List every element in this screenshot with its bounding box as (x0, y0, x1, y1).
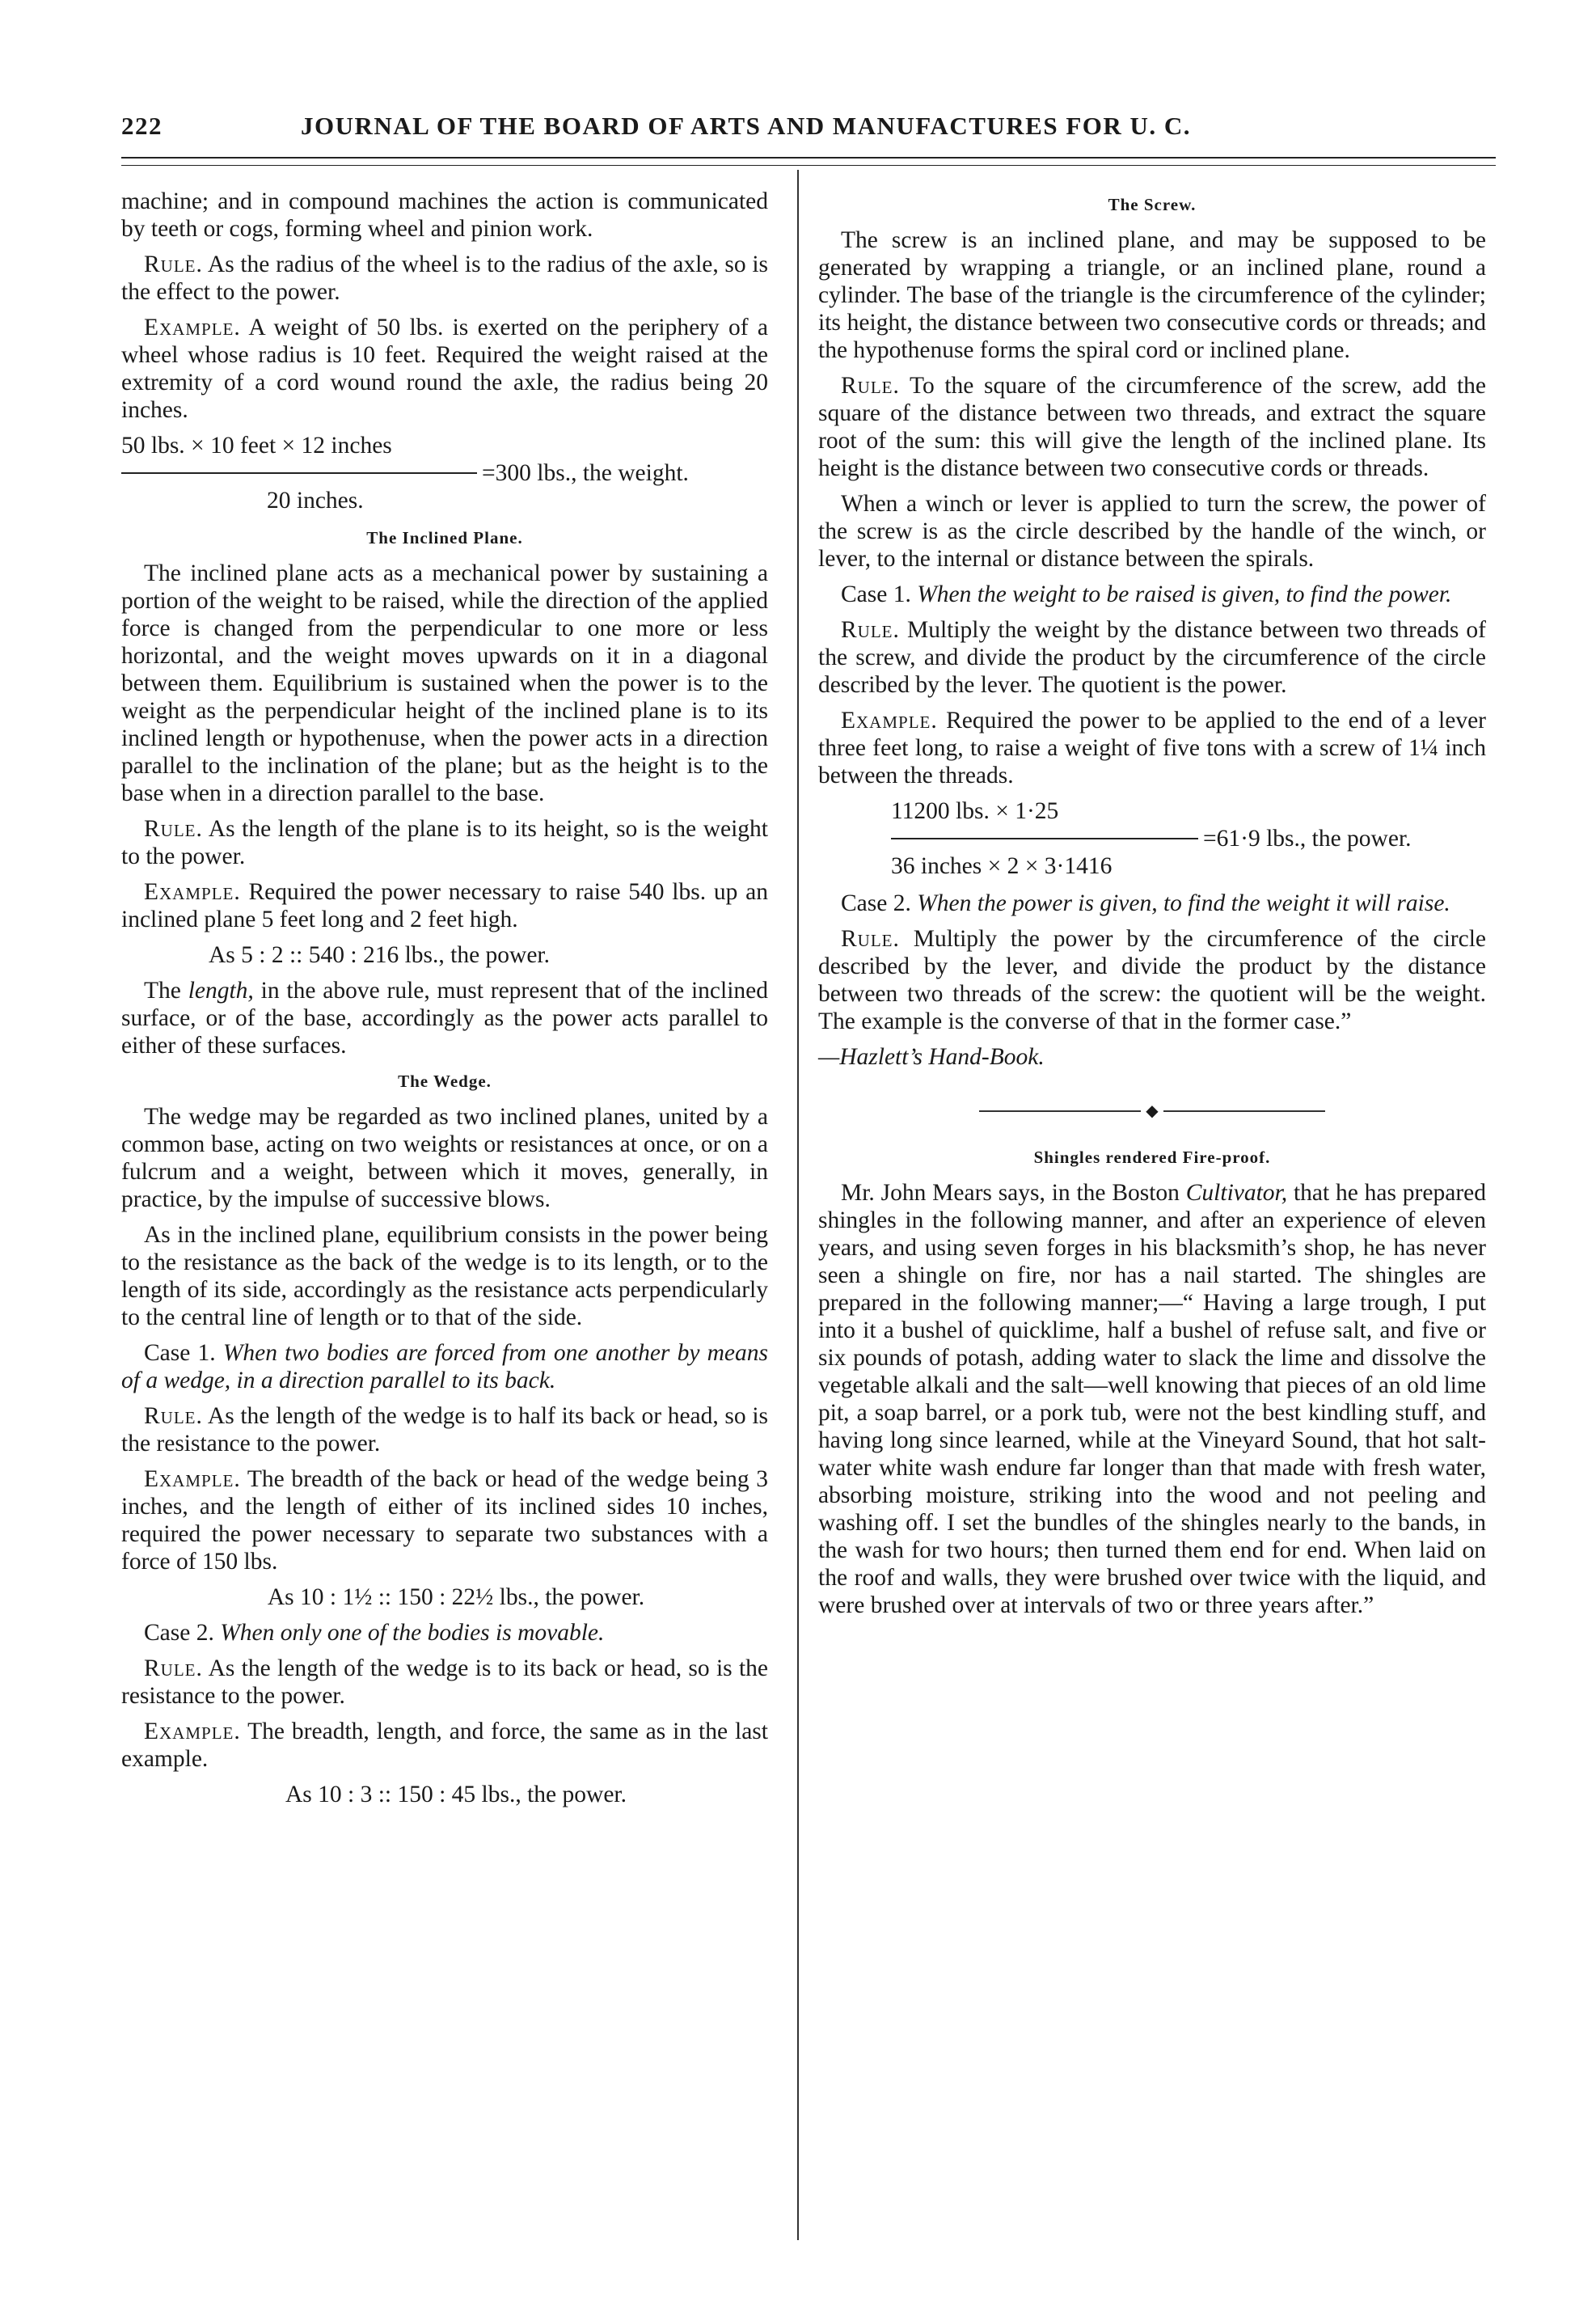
calc-result: =61·9 lbs., the power. (1203, 826, 1412, 852)
calculation-inclined-plane: As 5 : 2 :: 540 : 216 lbs., the power. (209, 942, 551, 968)
example-text: The breadth of the back or head of the wedge being 3 inches, and the length of either of its inclined sides 10 inches, required the power necessary to separate two substances with a force of 150 lbs. (121, 1466, 768, 1575)
calculation-wedge-1: As 10 : 1½ :: 150 : 22½ lbs., the power. (267, 1584, 645, 1610)
rule-text: To the square of the circumference of the screw, add the square of the distance between two threads, and extract the square root of the sum: this will give the length of the inclined plane. Its height is the distance between two consecutive cords or threads. (818, 373, 1486, 481)
section-title-wedge: The Wedge. (398, 1072, 492, 1091)
example-label: Example. (841, 708, 938, 734)
divider-line-right (1163, 1110, 1325, 1112)
rule-text: Multiply the weight by the distance between two threads of the screw, and divide the product by the circumference of the circle described by the lever. The quotient is the power. (818, 617, 1486, 698)
case-text: When the power is given, to find the weight it will raise. (910, 890, 1450, 916)
fraction-bar (891, 838, 1198, 839)
calc-bar-row (121, 459, 768, 487)
header-rule (121, 157, 1496, 159)
example-label: Example. (144, 1719, 241, 1744)
example-text: Required the power to be applied to the end of a lever three feet long, to raise a weight of five tons with a screw of 1¼ inch between the threads. (818, 708, 1486, 788)
rule-wedge-2 (121, 1655, 768, 1710)
case-wedge-2 (121, 1619, 768, 1647)
example-wheel-axle (121, 314, 768, 424)
header-rule-thin (121, 165, 1496, 166)
calc-denominator: 36 inches × 2 × 3·1416 (891, 853, 1113, 879)
rule-text: As the length of the wedge is to its back or head, so is the resistance to the power. (121, 1655, 768, 1709)
paragraph-shingles (818, 1179, 1486, 1619)
divider-diamond-icon: ◆ (1146, 1102, 1159, 1120)
rule-text: As the length of the wedge is to half its back or head, so is the resistance to the power. (121, 1403, 768, 1456)
journal-title: JOURNAL OF THE BOARD OF ARTS AND MANUFACTURES FOR U. C. (301, 112, 1192, 140)
calc-result: =300 lbs., the weight. (482, 460, 689, 486)
page-number: 222 (121, 112, 163, 140)
rule-label: Rule. (144, 1403, 203, 1429)
shingles-text-post: that he has prepared shingles in the following manner, and after an experience of eleven years, and using seven forges in his blacksmith’s shop, he has never seen a shingle on fire, nor has a nail started. The shingles are prepared in the following manner;—“ Having a large trough, I put into it a bushel of quicklime, half a bushel of refuse salt, and five or six pounds of potash, adding water to slack the lime and dissolve the vegetable alkali and the salt—well knowing that pieces of an old lime pit, a soap barrel, or a pork tub, were not the best kindling stuff, and having long since learned, while at the Vineyard Sound, that hot salt-water white wash endure far longer than that made with fresh water, absorbing moisture, striking into the wood and not peeling and washing off. I set the bundles of the shingles nearly to the bands, in the wash for two hours; then turned them end for end. When laid on the roof and walls, they were brushed over twice with the liquid, and were brushed over at intervals of two or three years after.” (818, 1180, 1486, 1618)
case-label: Case 2. (144, 1620, 214, 1646)
calc-bar-row (891, 825, 1486, 852)
example-inclined-plane (121, 878, 768, 933)
paragraph-inclined-plane: The inclined plane acts as a mechanical power by sustaining a portion of the weight to be raised, while the direction of the applied force is changed from the perpendicular to one more or less horizontal, and the weight moves upwards on it in a diagonal between them. Equilibrium is sustained when the power is to the weight as the perpendicular height of the inclined plane is to its inclined length or hypothenuse, when the power acts in a direction parallel to the inclination of the plane; but as the height is to the base when in a direction parallel to the base. (121, 560, 768, 806)
rule-wheel-axle (121, 251, 768, 306)
rule-label: Rule. (841, 373, 900, 399)
rule-wedge-1 (121, 1402, 768, 1457)
rule-label: Rule. (144, 816, 203, 842)
rule-label: Rule. (841, 617, 900, 643)
calculation-wheel-axle (121, 432, 768, 514)
paragraph-screw-2: When a winch or lever is applied to turn the screw, the power of the screw is as the circle described by the handle of the winch, or lever, to the internal or distance between the spirals. (818, 491, 1486, 572)
section-title-screw: The Screw. (1108, 195, 1197, 214)
paragraph-wedge-1: The wedge may be regarded as two inclined planes, united by a common base, acting on two weights or resistances at once, or on a fulcrum and a weight, between which it moves, generally, in practice, by the impulse of successive blows. (121, 1104, 768, 1212)
right-column (818, 188, 1486, 1627)
paragraph-screw-1: The screw is an inclined plane, and may be supposed to be generated by wrapping a triangle, or an inclined plane, round a cylinder. The base of the triangle is the circumference of the cylinder; its height, the distance between two consecutive cords or threads; and the hypothenuse forms the spiral cord or inclined plane. (818, 227, 1486, 363)
note-italic: length, (188, 978, 254, 1004)
example-screw (818, 707, 1486, 789)
page-header (121, 104, 1496, 144)
rule-screw-1 (818, 372, 1486, 482)
example-wedge-2 (121, 1718, 768, 1773)
note-text-post: in the above rule, must represent that of the inclined surface, or of the base, accordingly as the power acts parallel to either of these surfaces. (121, 978, 768, 1059)
divider-line-left (979, 1110, 1141, 1112)
shingles-publication: Cultivator, (1185, 1180, 1288, 1206)
case-screw-1 (818, 581, 1486, 608)
fraction-bar (121, 472, 477, 474)
rule-text: As the length of the plane is to its height, so is the weight to the power. (121, 816, 768, 869)
case-text: When the weight to be raised is given, to find the power. (910, 581, 1452, 607)
case-wedge-1 (121, 1339, 768, 1394)
case-text: When two bodies are forced from one another by means of a wedge, in a direction parallel to its back. (121, 1340, 769, 1393)
rule-inclined-plane (121, 815, 768, 870)
column-divider (797, 170, 799, 2240)
paragraph-machine-continued: machine; and in compound machines the action is communicated by teeth or cogs, forming wheel and pinion work. (121, 188, 768, 242)
calc-numerator: 11200 lbs. × 1·25 (891, 798, 1059, 824)
calc-numerator: 50 lbs. × 10 feet × 12 inches (121, 433, 392, 459)
example-text: A weight of 50 lbs. is exerted on the periphery of a wheel whose radius is 10 feet. Required the weight raised at the extremity of a cord wound round the axle, the radius being 20 inches. (121, 315, 768, 423)
rule-label: Rule. (144, 252, 203, 277)
rule-label: Rule. (144, 1655, 203, 1681)
shingles-text-pre: Mr. John Mears says, in the Boston (841, 1180, 1186, 1206)
calculation-screw (818, 797, 1486, 880)
example-label: Example. (144, 315, 241, 340)
example-label: Example. (144, 1466, 241, 1492)
example-label: Example. (144, 879, 241, 905)
case-label: Case 1. (144, 1340, 216, 1366)
case-label: Case 1. (841, 581, 911, 607)
example-text: The breadth, length, and force, the same as in the last example. (121, 1719, 768, 1772)
rule-screw-2 (818, 616, 1486, 699)
section-divider-ornament (818, 1103, 1486, 1119)
calculation-wedge-2: As 10 : 3 :: 150 : 45 lbs., the power. (285, 1782, 627, 1807)
rule-text: As the radius of the wheel is to the radius of the axle, so is the effect to the power. (121, 252, 768, 305)
example-text: Required the power necessary to raise 540 lbs. up an inclined plane 5 feet long and 2 feet high. (121, 879, 768, 932)
case-label: Case 2. (841, 890, 911, 916)
paragraph-wedge-2: As in the inclined plane, equilibrium consists in the power being to the resistance as the back of the wedge is to its length, or to the length of its side, accordingly as the resistance acts perpendicularly to the central line of length or to that of the side. (121, 1222, 768, 1330)
rule-text: Multiply the power by the circumference of the circle described by the lever, and divide the product by the distance between two threads of the screw: the quotient will be the weight. The example is the converse of that in the former case.” (818, 926, 1486, 1034)
calc-denominator: 20 inches. (267, 488, 364, 514)
section-title-shingles: Shingles rendered Fire-proof. (1033, 1148, 1271, 1167)
section-title-inclined-plane: The Inclined Plane. (366, 528, 523, 547)
case-screw-2 (818, 890, 1486, 917)
case-text: When only one of the bodies is movable. (213, 1620, 605, 1646)
rule-screw-3 (818, 925, 1486, 1035)
attribution: —Hazlett’s Hand-Book. (818, 1044, 1045, 1070)
rule-label: Rule. (841, 926, 900, 952)
paragraph-length-note (121, 977, 768, 1059)
example-wedge-1 (121, 1465, 768, 1575)
left-column (121, 188, 768, 1816)
note-text-pre: The (144, 978, 188, 1004)
